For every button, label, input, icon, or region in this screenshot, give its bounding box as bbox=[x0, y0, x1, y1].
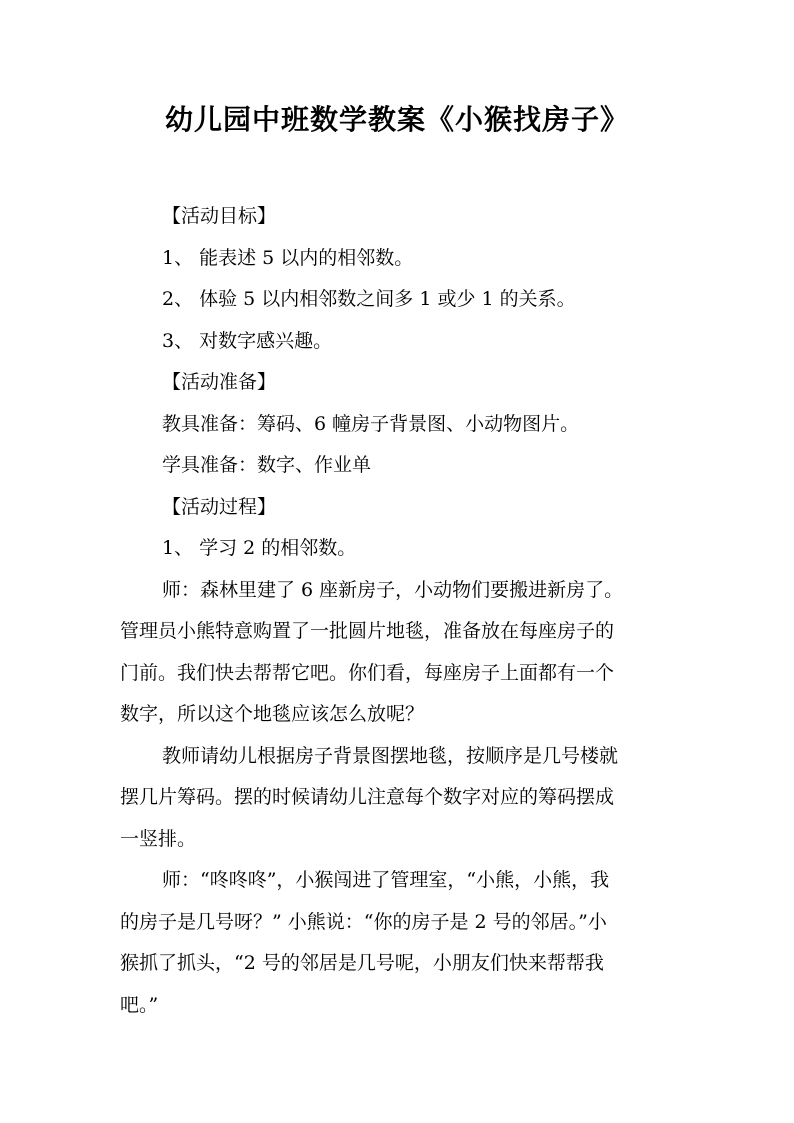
paragraph-line: 的房子是几号呀？” 小熊说：“你的房子是 2 号的邻居。”小 bbox=[120, 911, 607, 933]
prep-student-materials: 学具准备：数字、作业单 bbox=[162, 454, 372, 476]
paragraph-line: 吧。” bbox=[120, 994, 159, 1016]
paragraph-line: 师：“咚咚咚”，小猴闯进了管理室，“小熊，小熊，我 bbox=[162, 869, 610, 891]
section-heading-process: 【活动过程】 bbox=[162, 496, 277, 518]
page-title: 幼儿园中班数学教案《小猴找房子》 bbox=[164, 103, 629, 136]
goal-item-1: 1、 能表述 5 以内的相邻数。 bbox=[162, 247, 414, 269]
paragraph-line: 数字，所以这个地毯应该怎么放呢？ bbox=[120, 703, 425, 725]
paragraph-line: 一竖排。 bbox=[120, 828, 197, 850]
paragraph-line: 猴抓了抓头，“2 号的邻居是几号呢，小朋友们快来帮帮我 bbox=[120, 952, 604, 974]
process-step-1: 1、 学习 2 的相邻数。 bbox=[162, 537, 357, 559]
paragraph-line: 师：森林里建了 6 座新房子，小动物们要搬进新房了。 bbox=[162, 579, 624, 601]
goal-item-2: 2、 体验 5 以内相邻数之间多 1 或少 1 的关系。 bbox=[162, 288, 576, 310]
paragraph-line: 管理员小熊特意购置了一批圆片地毯，准备放在每座房子的 bbox=[120, 620, 615, 642]
prep-teacher-materials: 教具准备：筹码、6 幢房子背景图、小动物图片。 bbox=[162, 413, 580, 435]
section-heading-goals: 【活动目标】 bbox=[162, 205, 277, 227]
goal-item-3: 3、 对数字感兴趣。 bbox=[162, 330, 333, 352]
section-heading-preparation: 【活动准备】 bbox=[162, 371, 277, 393]
paragraph-line: 教师请幼儿根据房子背景图摆地毯，按顺序是几号楼就 bbox=[162, 745, 619, 767]
paragraph-line: 门前。我们快去帮帮它吧。你们看，每座房子上面都有一个 bbox=[120, 662, 615, 684]
paragraph-line: 摆几片筹码。摆的时候请幼儿注意每个数字对应的筹码摆成 bbox=[120, 786, 615, 808]
